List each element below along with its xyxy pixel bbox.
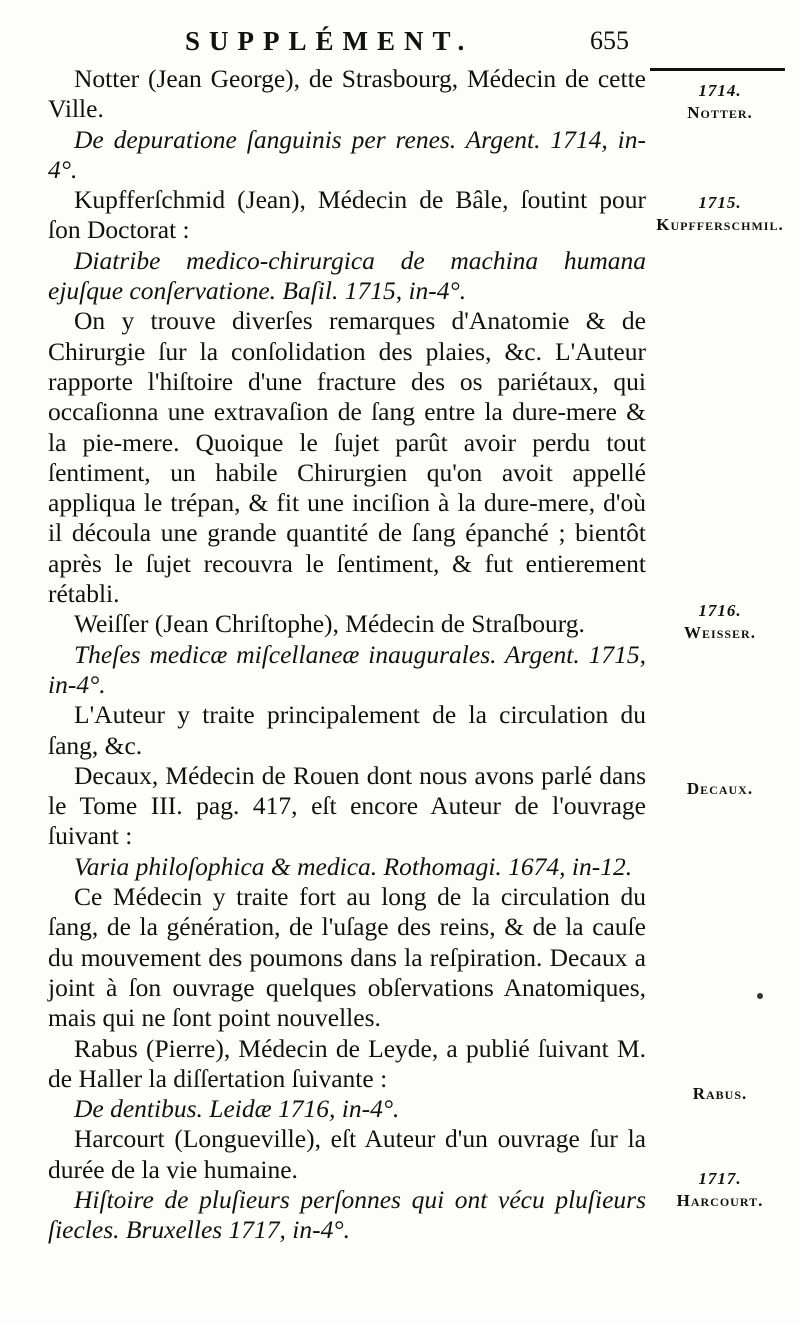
entry-notter: Notter (Jean George), de Strasbourg, Médecin de cette Ville. bbox=[48, 64, 646, 124]
margin-note-kupfferschmid bbox=[650, 192, 790, 236]
running-head: SUPPLÉMENT. bbox=[185, 26, 474, 56]
page-number: 655 bbox=[590, 26, 629, 55]
margin-name: Decaux. bbox=[686, 779, 754, 798]
margin-name: Notter. bbox=[687, 103, 753, 122]
page-header bbox=[0, 26, 800, 66]
header-rule bbox=[650, 68, 785, 71]
body-decaux: Ce Médecin y traite fort au long de la circulation du ſang, de la génération, de l'uſage des reins, & de la cauſe du mouvement des poumons dans la reſpiration. Decaux a joint à ſon ouvrage quelques obſervations Anatomiques, mais qui ne ſont point nouvelles. bbox=[48, 882, 646, 1033]
margin-year: 1715. bbox=[698, 193, 742, 212]
margin-note-harcourt bbox=[650, 1168, 790, 1212]
margin-name: Weisser. bbox=[684, 623, 756, 642]
margin-year: 1716. bbox=[698, 601, 742, 620]
title-weisser: Theſes medicæ miſcellaneæ inaugurales. Argent. 1715, in-4°. bbox=[48, 639, 646, 699]
margin-name: Rabus. bbox=[692, 1084, 748, 1103]
body-weisser: L'Auteur y traite principalement de la circulation du ſang, &c. bbox=[48, 700, 646, 760]
title-notter: De depuratione ſanguinis per renes. Argent. 1714, in-4°. bbox=[48, 124, 646, 184]
entry-rabus: Rabus (Pierre), Médecin de Leyde, a publié ſuivant M. de Haller la diſſertation ſuivante : bbox=[48, 1033, 646, 1093]
title-harcourt: Hiſtoire de pluſieurs perſonnes qui ont vécu pluſieurs ſiecles. Bruxelles 1717, in-4°. bbox=[48, 1184, 646, 1245]
entry-decaux: Decaux, Médecin de Rouen dont nous avons parlé dans le Tome III. pag. 417, eſt encore Auteur de l'ouvrage ſuivant : bbox=[48, 760, 646, 851]
entry-harcourt: Harcourt (Longueville), eſt Auteur d'un ouvrage ſur la durée de la vie humaine. bbox=[48, 1124, 646, 1184]
margin-name: Kupfferschmil. bbox=[656, 215, 784, 234]
margin-name: Harcourt. bbox=[676, 1191, 764, 1210]
entry-weisser: Weiſſer (Jean Chriſtophe), Médecin de Straſbourg. bbox=[74, 609, 585, 639]
margin-year: 1717. bbox=[698, 1169, 742, 1188]
title-kupfferschmid: Diatribe medico-chirurgica de machina humana ejuſque conſervatione. Baſil. 1715, in-4°. bbox=[48, 245, 646, 306]
body-kupfferschmid: On y trouve diverſes remarques d'Anatomie & de Chirurgie ſur la conſolidation des plaies, &c. L'Auteur rapporte l'hiſtoire d'une fracture des os pariétaux, qui occaſionna une extravaſion de ſang entre la dure-mere & la pie-mere. Quoique le ſujet parût avoir perdu tout ſentiment, un habile Chirurgien qu'on avoit appellé appliqua le trépan, & fit une inciſion à la dure-mere, d'où il découla une grande quantité de ſang épanché ; bientôt après le ſujet recouvra le ſentiment, & fut entierement rétabli. bbox=[48, 306, 646, 609]
margin-note-decaux bbox=[650, 778, 790, 800]
margin-note-notter bbox=[650, 80, 790, 124]
entry-kupfferschmid: Kupfferſchmid (Jean), Médecin de Bâle, ſoutint pour ſon Doctorat : bbox=[48, 185, 646, 245]
margin-year: 1714. bbox=[698, 81, 742, 100]
title-rabus: De dentibus. Leidæ 1716, in-4°. bbox=[74, 1094, 400, 1124]
margin-note-weisser bbox=[650, 600, 790, 644]
margin-note-rabus bbox=[650, 1083, 790, 1105]
ink-speck bbox=[757, 993, 763, 999]
main-text-column bbox=[48, 64, 646, 1246]
title-decaux: Varia philoſophica & medica. Rothomagi. 1674, in-12. bbox=[74, 851, 633, 881]
